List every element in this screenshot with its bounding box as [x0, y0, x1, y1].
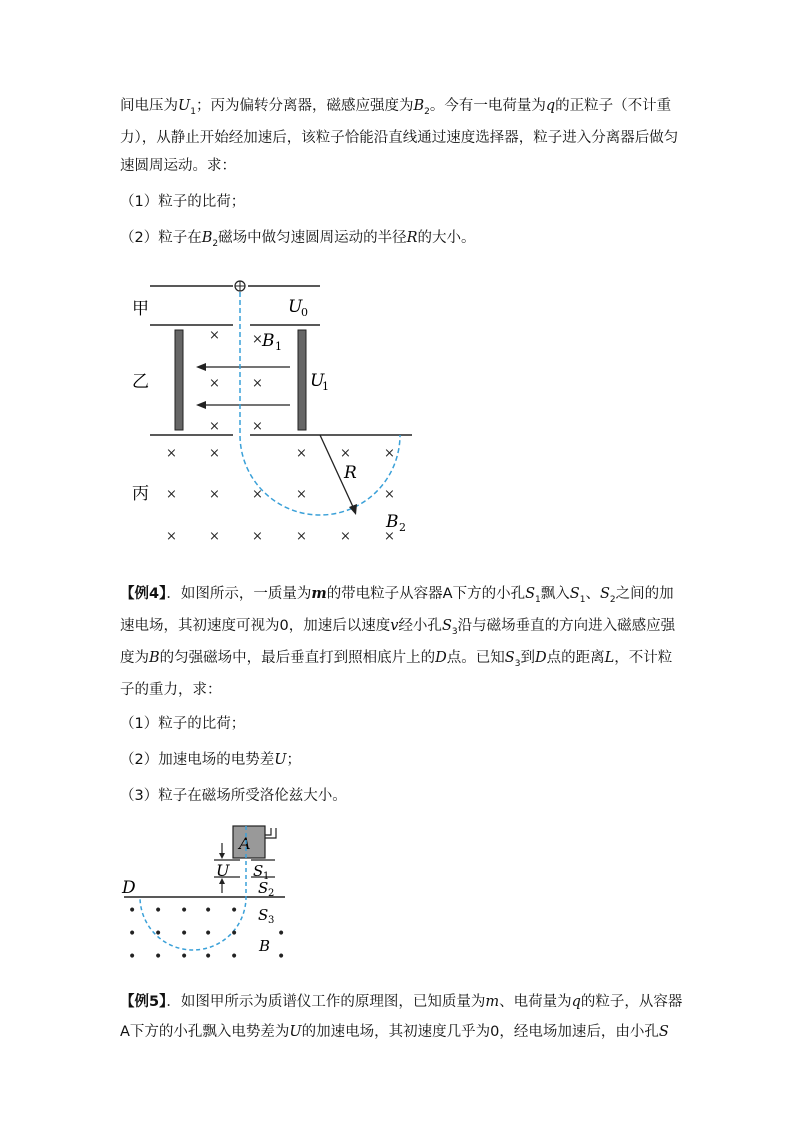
cross-mark: × — [296, 487, 307, 502]
label-U1-sub: 1 — [322, 380, 329, 393]
text: 的带电粒子从容器A下方的小孔 — [326, 586, 526, 602]
subscript: 1 — [535, 594, 541, 605]
symbol-v: v — [390, 618, 399, 634]
dot-mark: • — [128, 926, 137, 942]
symbol-S1: S — [569, 586, 580, 602]
example-tag: 【例4】 — [120, 586, 167, 602]
container-tube — [265, 828, 276, 838]
text: 。今有一电荷量为 — [429, 98, 546, 114]
label-D: D — [122, 878, 136, 898]
symbol-R: R — [406, 230, 418, 246]
text: 间电压为 — [120, 98, 178, 114]
text: （2）加速电场的电势差 — [120, 752, 275, 768]
dot-mark: • — [154, 926, 163, 942]
label-U: U — [216, 861, 230, 880]
dot-mark: • — [277, 949, 286, 965]
label-jia: 甲 — [132, 299, 149, 319]
cross-mark: × — [209, 328, 220, 343]
cross-mark: × — [340, 529, 351, 544]
dot-mark: • — [180, 949, 189, 965]
text: 度为 — [120, 650, 149, 666]
symbol-B2: B — [201, 230, 213, 246]
symbol-U: U — [289, 1024, 302, 1040]
symbol-U1: U — [178, 98, 191, 114]
label-B2-sub: 2 — [399, 521, 406, 534]
symbol-S: S — [658, 1024, 669, 1040]
label-B1: B — [262, 331, 275, 351]
symbol-q: q — [571, 994, 581, 1010]
text: ，不计粒 — [614, 650, 673, 666]
symbol-D: D — [534, 650, 547, 666]
symbol-S3: S — [441, 618, 452, 634]
symbol-S2: S — [599, 586, 610, 602]
symbol-S3: S — [504, 650, 515, 666]
cross-mark: × — [384, 446, 395, 461]
example-5-line — [120, 992, 682, 1012]
dot-mark: • — [204, 926, 213, 942]
subscript: 1 — [190, 106, 196, 117]
text: 的正粒子（不计重 — [555, 98, 672, 114]
text: 、 — [585, 586, 600, 602]
label-S1: S — [253, 862, 264, 880]
cross-mark: × — [166, 446, 177, 461]
dot-mark: • — [204, 949, 213, 965]
cross-mark: × — [252, 487, 263, 502]
dot-mark: • — [128, 903, 137, 919]
text: ．如图所示，一质量为 — [166, 586, 312, 602]
cross-mark: × — [384, 487, 395, 502]
example-5-line — [120, 1022, 669, 1042]
text: 沿与磁场垂直的方向进入磁感应强 — [457, 618, 676, 634]
subscript: 2 — [212, 238, 219, 249]
arrowhead — [219, 853, 225, 859]
cross-mark: × — [296, 529, 307, 544]
text: ；丙为偏转分离器，磁感应强度为 — [195, 98, 414, 114]
text: （2）粒子在 — [120, 230, 202, 246]
label-bing: 丙 — [132, 484, 149, 504]
text: 点。已知 — [446, 650, 505, 666]
dot-mark: • — [277, 926, 286, 942]
text-line: 速圆周运动。求： — [120, 158, 236, 174]
subscript: 2 — [424, 106, 430, 117]
dot-mark: • — [230, 949, 239, 965]
cross-mark: × — [209, 446, 220, 461]
label-A: A — [239, 834, 251, 853]
cross-mark: × — [209, 487, 220, 502]
text-line: 力），从静止开始经加速后，该粒子恰能沿直线通过速度选择器，粒子进入分离器后做匀 — [120, 130, 679, 146]
cross-mark: × — [209, 419, 220, 434]
dot-mark: • — [180, 926, 189, 942]
cross-mark: × — [209, 529, 220, 544]
question-1: （1）粒子的比荷； — [120, 716, 246, 732]
label-R: R — [344, 463, 357, 483]
cross-mark: × — [252, 376, 263, 391]
label-S3-sub: 3 — [268, 915, 275, 926]
text: 点的距离 — [546, 650, 605, 666]
text: 的大小。 — [417, 230, 476, 246]
label-S1-sub: 1 — [263, 871, 270, 882]
dot-mark: • — [154, 903, 163, 919]
question-1: （1）粒子的比荷； — [120, 194, 246, 210]
label-U1: U — [310, 371, 325, 391]
label-B: B — [259, 937, 271, 955]
symbol-m: m — [485, 994, 500, 1010]
cross-mark: × — [252, 529, 263, 544]
dot-mark: • — [230, 903, 239, 919]
symbol-B2: B — [413, 98, 425, 114]
subscript: 2 — [609, 594, 616, 605]
cross-mark: × — [252, 419, 263, 434]
symbol-S1: S — [525, 586, 536, 602]
symbol-U: U — [274, 752, 287, 768]
text: 经小孔 — [398, 618, 442, 634]
cross-mark: × — [384, 529, 395, 544]
cross-mark: × — [296, 446, 307, 461]
label-S2: S — [258, 879, 269, 897]
label-U0-sub: 0 — [301, 306, 308, 319]
text: ．如图甲所示为质谱仪工作的原理图，已知质量为 — [166, 994, 486, 1010]
text: ； — [286, 752, 301, 768]
label-U0: U — [288, 297, 303, 317]
dot-mark: • — [180, 903, 189, 919]
cross-mark: × — [209, 376, 220, 391]
symbol-B: B — [149, 650, 160, 666]
example-tag: 【例5】 — [120, 994, 167, 1010]
dot-mark: • — [128, 949, 137, 965]
cross-mark: × — [340, 446, 351, 461]
cross-mark: × — [252, 332, 263, 347]
label-S3: S — [258, 906, 269, 924]
label-yi: 乙 — [132, 372, 149, 392]
symbol-L: L — [604, 650, 615, 666]
example-4-line: 子的重力，求： — [120, 682, 222, 698]
subscript: 1 — [579, 594, 586, 605]
text: 磁场中做匀速圆周运动的半径 — [218, 230, 407, 246]
dot-mark: • — [204, 903, 213, 919]
label-B1-sub: 1 — [275, 340, 282, 353]
cross-mark: × — [166, 487, 177, 502]
cross-mark: × — [166, 529, 177, 544]
text: 的加速电场，其初速度几乎为0，经电场加速后，由小孔 — [301, 1024, 659, 1040]
symbol-m: m — [311, 585, 327, 602]
subscript: 3 — [514, 658, 521, 669]
text: 到 — [520, 650, 535, 666]
text: 速电场，其初速度可视为0，加速后以速度 — [120, 618, 391, 634]
text: 飘入 — [540, 586, 570, 602]
text: 的匀强磁场中，最后垂直打到照相底片上的 — [159, 650, 436, 666]
question-3: （3）粒子在磁场所受洛伦兹大小。 — [120, 788, 347, 804]
dot-mark: • — [154, 949, 163, 965]
label-B2: B — [386, 512, 399, 532]
text: 之间的加 — [615, 586, 674, 602]
symbol-q: q — [545, 98, 556, 114]
label-S2-sub: 2 — [268, 888, 275, 899]
symbol-D: D — [435, 650, 447, 666]
text: 的粒子，从容器 — [580, 994, 683, 1010]
dot-mark: • — [230, 926, 239, 942]
subscript: 3 — [451, 626, 458, 637]
text: 、电荷量为 — [499, 994, 572, 1010]
text: A下方的小孔飘入电势差为 — [120, 1024, 290, 1040]
